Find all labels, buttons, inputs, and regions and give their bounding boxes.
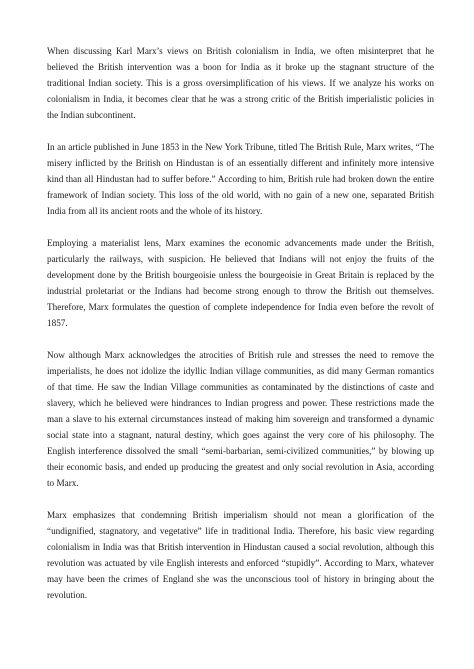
paragraph-british-rule-article: In an article published in June 1853 in the New York Tribune, titled The British Rule, Marx writes, “The misery inflicted by the British on Hindustan is of an essentially different and infinitely more intensive kind than all Hindustan had to suffer before.” According to him, British rule had broken down the entire framework of Indian society. This loss of the old world, with no gain of a new one, separated British India from all its ancient roots and the whole of its history.	[47, 142, 434, 216]
paragraph-intro: When discussing Karl Marx’s views on British colonialism in India, we often misinterpret that he believed the British intervention was a boon for India as it broke up the stagnant structure of the traditional Indian society. This is a gross oversimplification of his views. If we analyze his works on colonialism in India, it becomes clear that he was a strong critic of the British imperialistic policies in the Indian subcontinent.	[47, 46, 434, 120]
paragraph-materialist-lens: Employing a materialist lens, Marx examines the economic advancements made under the British, particularly the railways, with suspicion. He believed that Indians will not enjoy the fruits of the development done by the British bourgeoisie unless the bourgeoisie in Great Britain is replaced by the industrial proletariat or the Indians had become strong enough to throw the British out themselves. Therefore, Marx formulates the question of complete independence for India even before the revolt of 1857.	[47, 238, 434, 328]
paragraph-village-communities: Now although Marx acknowledges the atrocities of British rule and stresses the need to remove the imperialists, he does not idolize the idyllic Indian village communities, as did many German romantics of that time. He saw the Indian Village communities as contaminated by the distinctions of caste and slavery, which he believed were hindrances to Indian progress and power. These restrictions made the man a slave to his external circumstances instead of making him sovereign and transformed a dynamic social state into a stagnant, natural destiny, which goes against the very core of his philosophy. The English interference dissolved the small “semi-barbarian, semi-civilized communities,” by blowing up their economic basis, and ended up producing the greatest and only social revolution in Asia, according to Marx.	[47, 350, 434, 488]
paragraph-conclusion: Marx emphasizes that condemning British imperialism should not mean a glorification of the “undignified, stagnatory, and vegetative” life in traditional India. Therefore, his basic view regarding colonialism in India was that British intervention in Hindustan caused a social revolution, although this revolution was actuated by vile English interests and enforced “stupidly”. According to Marx, whatever may have been the crimes of England she was the unconscious tool of history in bringing about the revolution.	[47, 510, 434, 600]
